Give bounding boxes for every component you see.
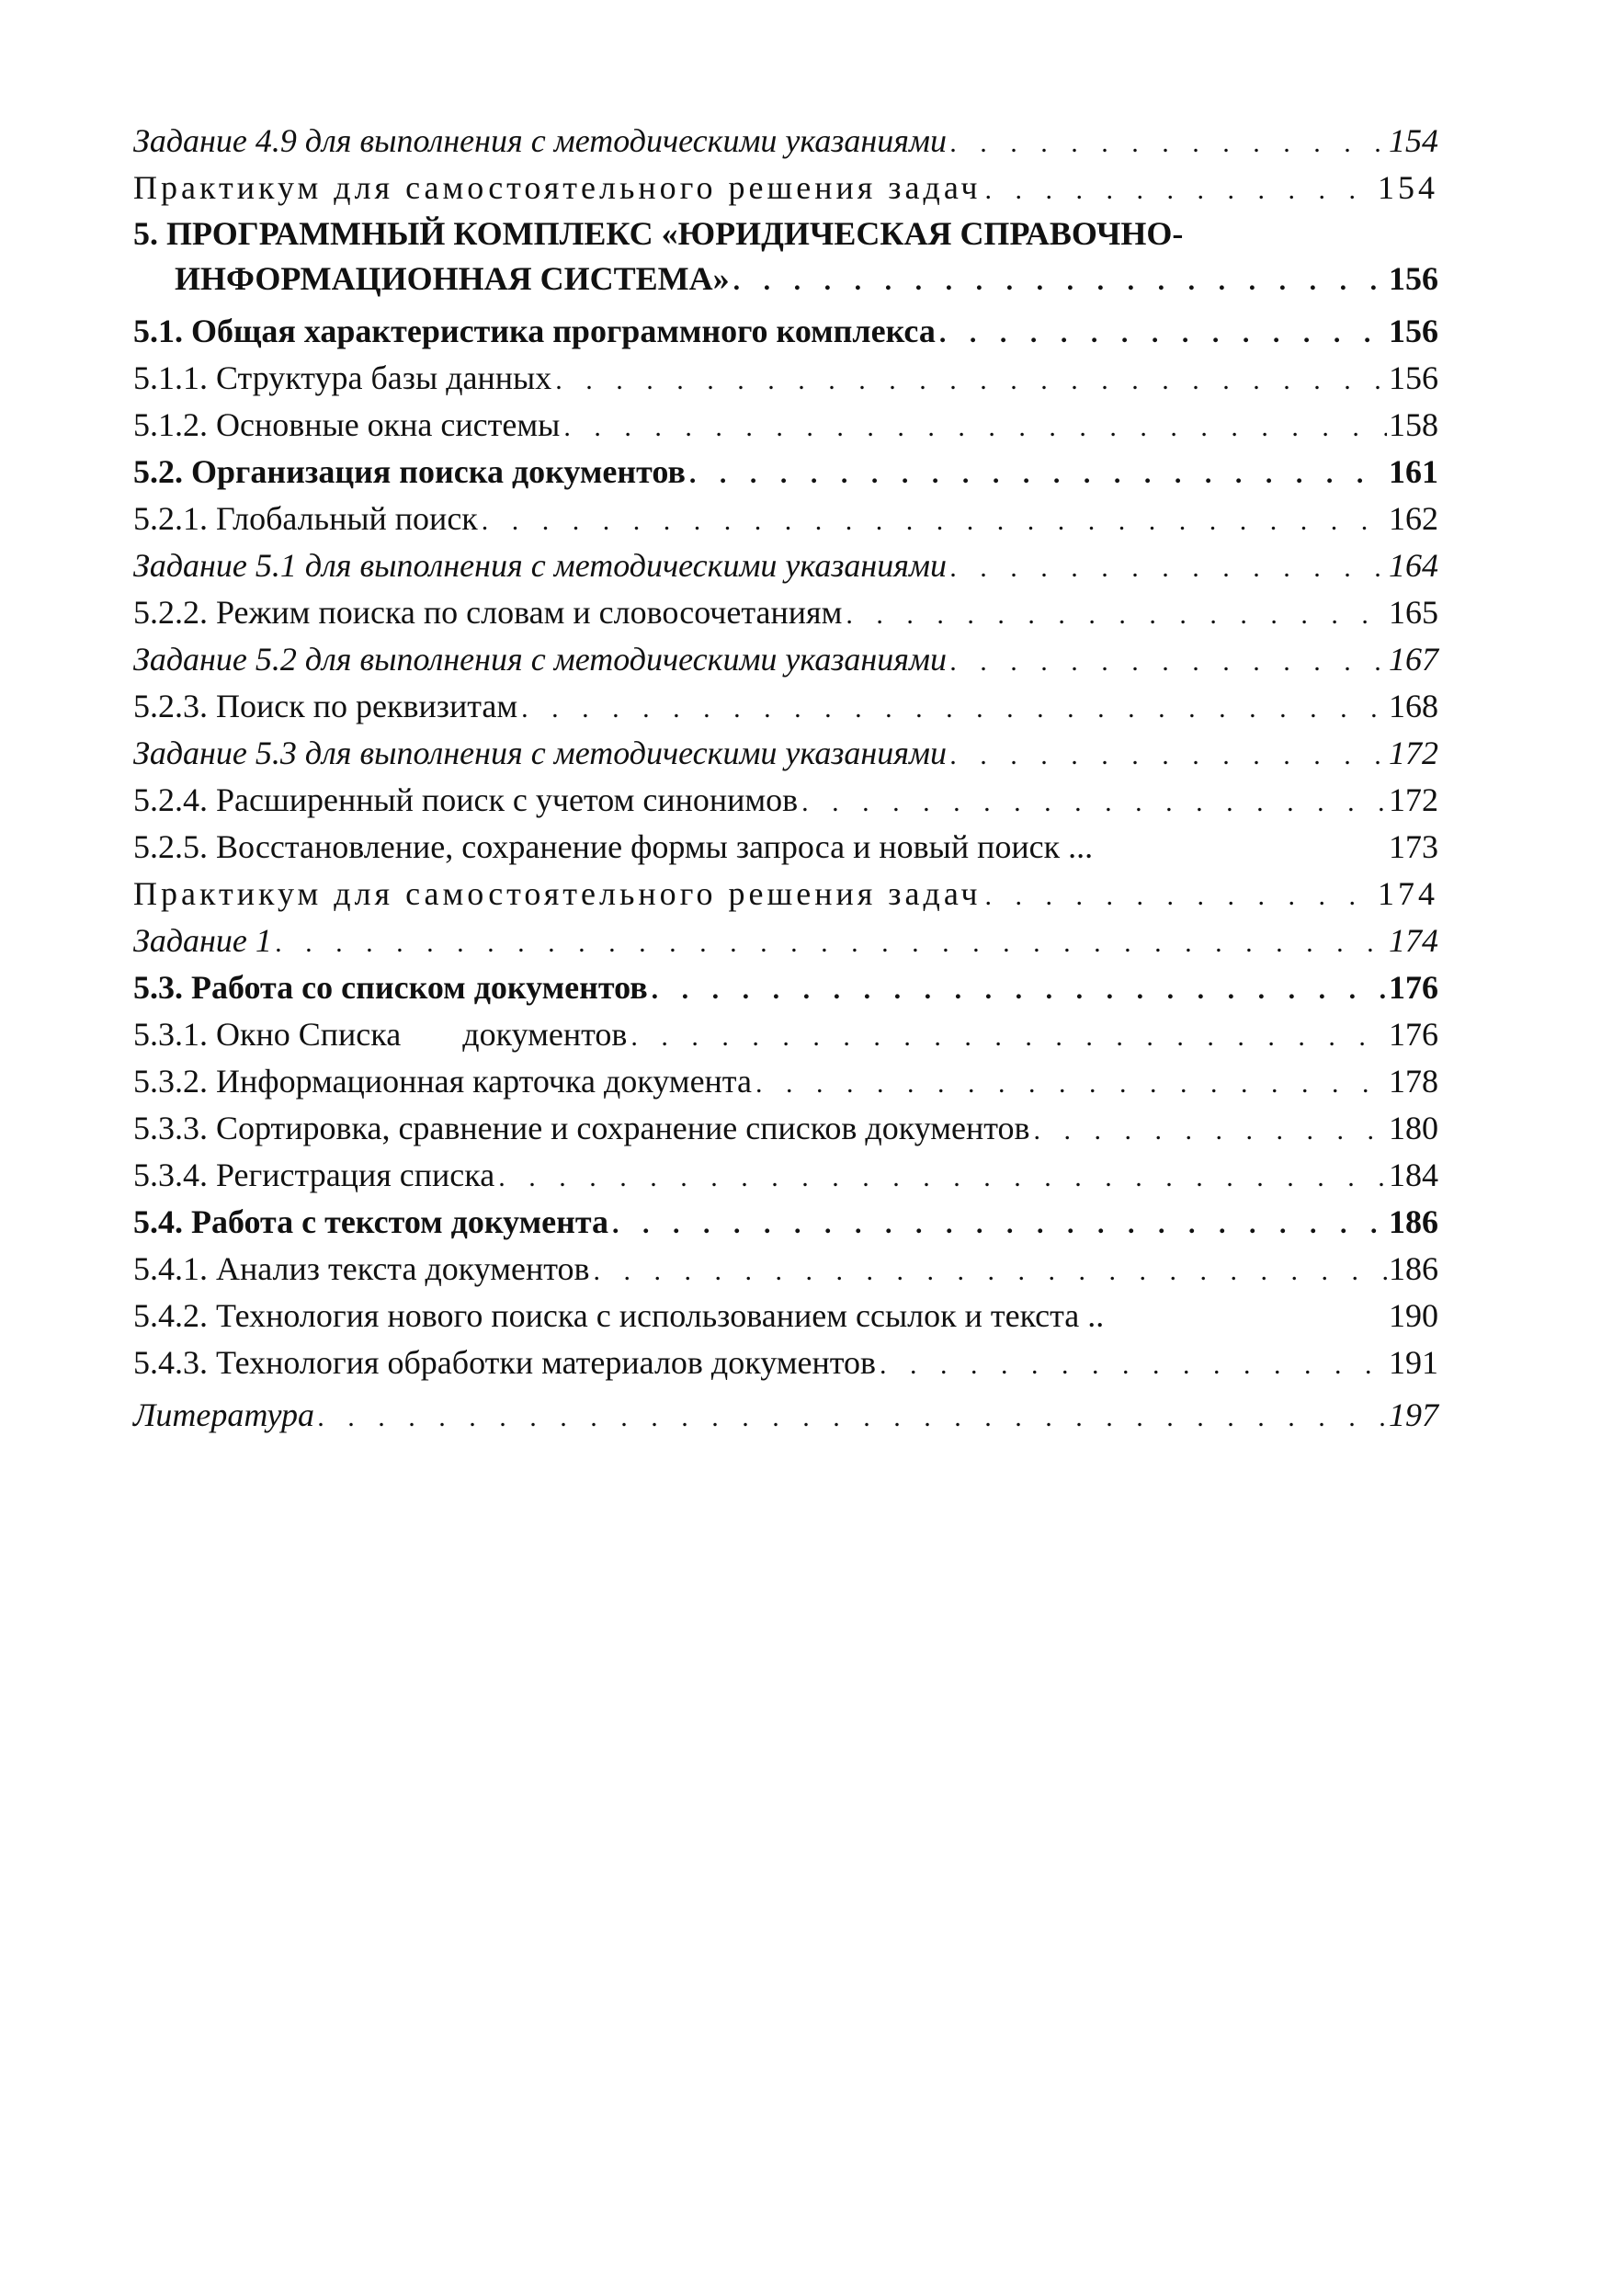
toc-entry-page: 172 (1389, 781, 1438, 818)
toc-entry-label: 5.3.4. Регистрация списка (133, 1157, 495, 1193)
toc-entry-page: 156 (1389, 260, 1438, 297)
toc-leader-dots (627, 1013, 1387, 1060)
toc-entry-practicum-1 (133, 165, 1438, 211)
toc-subsection-5-3-2 (133, 1058, 1438, 1105)
toc-entry-page: 190 (1389, 1297, 1438, 1334)
toc-section-5-4 (133, 1199, 1438, 1246)
toc-leader-dots (798, 779, 1387, 826)
toc-leader-dots (947, 638, 1387, 685)
toc-leader-dots (876, 1341, 1387, 1388)
toc-entry-page: 174 (1389, 922, 1438, 959)
toc-chapter-5-heading-line-2 (133, 256, 1438, 302)
toc-leader-dots (590, 1248, 1387, 1294)
toc-entry-label-continued: документов (462, 1016, 628, 1053)
toc-entry-label: ИНФОРМАЦИОННАЯ СИСТЕМА» (175, 260, 730, 297)
toc-subsection-5-2-3 (133, 683, 1438, 730)
toc-entry-label: 5.1.2. Основные окна системы (133, 406, 561, 443)
toc-leader-dots (947, 120, 1387, 166)
toc-leader-dots (272, 919, 1387, 966)
toc-entry-page: 156 (1389, 313, 1438, 349)
toc-entry-page: 173 (1389, 828, 1438, 865)
toc-leader-dots (648, 966, 1387, 1013)
toc-entry-page: 156 (1389, 359, 1438, 396)
toc-entry-practicum-2 (133, 871, 1438, 918)
toc-subsection-5-3-4 (133, 1152, 1438, 1199)
toc-leader-dots (730, 257, 1387, 304)
toc-entry-label: Практикум для самостоятельного решения задач (133, 875, 982, 912)
toc-entry-label: 5.3.3. Сортировка, сравнение и сохранение списков документов (133, 1110, 1030, 1146)
toc-entry-label: 5.4.1. Анализ текста документов (133, 1250, 590, 1287)
toc-section-5-3 (133, 964, 1438, 1011)
toc-entry-label: 5.3.2. Информационная карточка документа (133, 1063, 752, 1100)
toc-subsection-5-1-1 (133, 355, 1438, 402)
toc-leader-dots (947, 732, 1387, 779)
toc-leader-dots (560, 404, 1387, 450)
toc-entry-page: 176 (1389, 969, 1438, 1006)
toc-entry-task-4-9 (133, 118, 1438, 165)
toc-entry-label: 5.4.2. Технология нового поиска с использованием ссылок и текста .. (133, 1297, 1105, 1334)
toc-subsection-5-3-3 (133, 1105, 1438, 1152)
toc-leader-dots (752, 1060, 1387, 1107)
toc-subsection-5-3-1 (133, 1011, 1438, 1058)
toc-entry-page: 184 (1389, 1157, 1438, 1193)
toc-entry-task-5-1 (133, 542, 1438, 589)
toc-entry-page: 197 (1389, 1396, 1438, 1433)
toc-entry-page: 180 (1389, 1110, 1438, 1146)
toc-entry-label: 5.2.1. Глобальный поиск (133, 500, 478, 537)
toc-entry-label: 5.3. Работа со списком документов (133, 969, 648, 1006)
toc-entry-page: 154 (1378, 169, 1438, 206)
toc-entry-literature (133, 1392, 1438, 1439)
toc-entry-label: Литература (133, 1396, 314, 1433)
toc-leader-dots (314, 1394, 1387, 1441)
toc-leader-dots (686, 450, 1387, 497)
toc-entry-task-1 (133, 918, 1438, 964)
toc-entry-page: 174 (1378, 875, 1438, 912)
toc-subsection-5-4-3 (133, 1339, 1438, 1386)
toc-subsection-5-2-4 (133, 777, 1438, 824)
toc-entry-page: 167 (1389, 641, 1438, 678)
toc-leader-dots (981, 872, 1376, 919)
toc-entry-page: 186 (1389, 1203, 1438, 1240)
toc-entry-page: 186 (1389, 1250, 1438, 1287)
toc-entry-label: 5.2.3. Поиск по реквизитам (133, 688, 518, 724)
toc-entry-label: 5.2.4. Расширенный поиск с учетом синонимов (133, 781, 799, 818)
toc-entry-page: 161 (1389, 453, 1438, 490)
toc-subsection-5-2-5 (133, 824, 1438, 871)
toc-entry-page: 176 (1389, 1016, 1438, 1053)
toc-entry-label: 5.4.3. Технология обработки материалов документов (133, 1344, 877, 1381)
toc-leader-dots (1030, 1107, 1388, 1154)
toc-entry-label: 5.1.1. Структура базы данных (133, 359, 552, 396)
toc-entry-task-5-2 (133, 636, 1438, 683)
toc-leader-dots (947, 544, 1387, 591)
toc-entry-label: 5.2.2. Режим поиска по словам и словосочетаниям (133, 594, 843, 631)
toc-leader-dots (936, 310, 1387, 357)
toc-entry-page: 168 (1389, 688, 1438, 724)
toc-entry-label: 5.2.5. Восстановление, сохранение формы запроса и новый поиск ... (133, 828, 1094, 865)
toc-leader-dots (981, 166, 1376, 213)
toc-entry-label: 5.4. Работа с текстом документа (133, 1203, 609, 1240)
toc-section-5-1 (133, 308, 1438, 355)
toc-chapter-5-heading-line-1 (133, 211, 1438, 256)
toc-entry-page: 165 (1389, 594, 1438, 631)
toc-entry-page: 154 (1389, 122, 1438, 159)
toc-leader-dots (608, 1201, 1387, 1248)
toc-entry-label: Задание 5.1 для выполнения с методическими указаниями (133, 547, 947, 584)
toc-subsection-5-4-1 (133, 1246, 1438, 1293)
toc-entry-page: 164 (1389, 547, 1438, 584)
toc-section-5-2 (133, 449, 1438, 496)
table-of-contents (133, 118, 1438, 1439)
toc-entry-label: Задание 5.2 для выполнения с методическими указаниями (133, 641, 947, 678)
toc-entry-page: 172 (1389, 735, 1438, 771)
toc-entry-page: 191 (1389, 1344, 1438, 1381)
toc-entry-label: 5.1. Общая характеристика программного комплекса (133, 313, 936, 349)
toc-entry-label: 5. ПРОГРАММНЫЙ КОМПЛЕКС «ЮРИДИЧЕСКАЯ СПРАВОЧНО- (133, 215, 1184, 252)
toc-entry-label: Задание 1 (133, 922, 272, 959)
toc-entry-label: 5.2. Организация поиска документов (133, 453, 686, 490)
toc-entry-label: 5.3.1. Окно Списка (133, 1016, 402, 1053)
toc-subsection-5-2-1 (133, 496, 1438, 542)
toc-entry-page: 178 (1389, 1063, 1438, 1100)
toc-leader-dots (478, 497, 1387, 544)
toc-subsection-5-2-2 (133, 589, 1438, 636)
toc-entry-page: 162 (1389, 500, 1438, 537)
toc-entry-task-5-3 (133, 730, 1438, 777)
toc-leader-dots (494, 1154, 1387, 1201)
toc-entry-page: 158 (1389, 406, 1438, 443)
toc-subsection-5-4-2 (133, 1293, 1438, 1339)
toc-entry-label: Задание 5.3 для выполнения с методическими указаниями (133, 735, 947, 771)
toc-leader-dots (517, 685, 1387, 732)
toc-entry-label: Задание 4.9 для выполнения с методическими указаниями (133, 122, 947, 159)
toc-leader-dots (842, 591, 1387, 638)
toc-subsection-5-1-2 (133, 402, 1438, 449)
toc-leader-dots (551, 357, 1387, 404)
toc-entry-label: Практикум для самостоятельного решения задач (133, 169, 982, 206)
